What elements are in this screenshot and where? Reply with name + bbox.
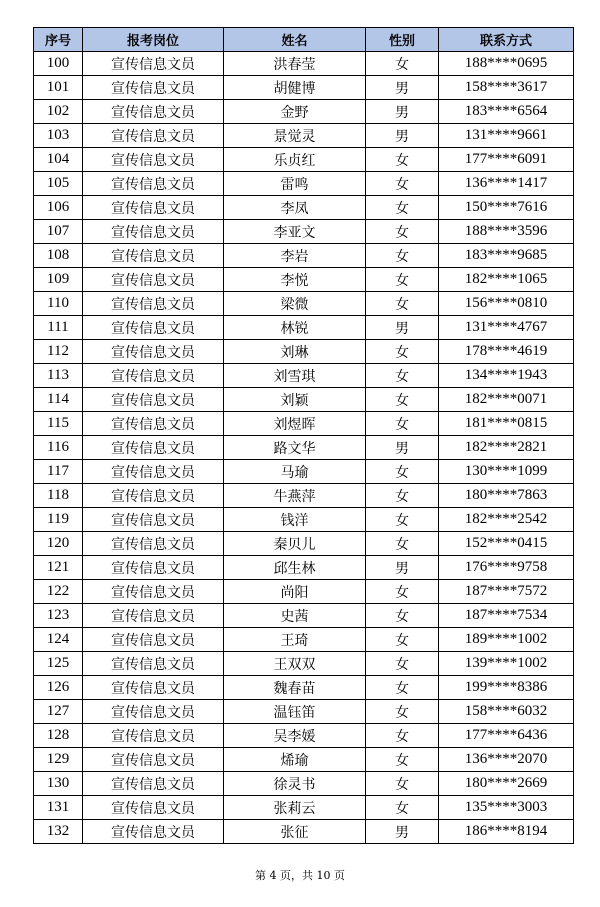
contact-cell: 134****1943 [439,364,574,388]
table-row [34,532,574,556]
table-row [34,220,574,244]
name-cell: 张征 [224,820,366,844]
name-cell: 林锐 [224,316,366,340]
gender-cell: 女 [366,388,439,412]
name-cell: 王双双 [224,652,366,676]
position-cell: 宣传信息文员 [83,724,224,748]
table-row [34,172,574,196]
serial-cell: 115 [34,412,83,436]
gender-cell: 男 [366,124,439,148]
serial-cell: 120 [34,532,83,556]
name-cell: 魏春苗 [224,676,366,700]
table-row [34,340,574,364]
contact-cell: 158****6032 [439,700,574,724]
serial-cell: 108 [34,244,83,268]
gender-cell: 男 [366,316,439,340]
gender-cell: 女 [366,532,439,556]
serial-cell: 101 [34,76,83,100]
gender-cell: 女 [366,748,439,772]
gender-cell: 女 [366,484,439,508]
name-cell: 秦贝儿 [224,532,366,556]
contact-cell: 130****1099 [439,460,574,484]
contact-cell: 187****7572 [439,580,574,604]
table-row [34,364,574,388]
gender-cell: 女 [366,340,439,364]
contact-cell: 176****9758 [439,556,574,580]
serial-cell: 121 [34,556,83,580]
table-row [34,820,574,844]
gender-cell: 女 [366,412,439,436]
serial-cell: 124 [34,628,83,652]
gender-cell: 女 [366,172,439,196]
serial-cell: 114 [34,388,83,412]
contact-cell: 139****1002 [439,652,574,676]
gender-cell: 女 [366,604,439,628]
gender-cell: 女 [366,724,439,748]
contact-cell: 186****8194 [439,820,574,844]
table-row [34,52,574,76]
table-row [34,724,574,748]
table-row [34,148,574,172]
table-row [34,292,574,316]
position-cell: 宣传信息文员 [83,244,224,268]
table-row [34,412,574,436]
table-row [34,628,574,652]
serial-cell: 118 [34,484,83,508]
table-row [34,244,574,268]
contact-cell: 178****4619 [439,340,574,364]
contact-cell: 182****2542 [439,508,574,532]
position-cell: 宣传信息文员 [83,412,224,436]
name-cell: 刘煜晖 [224,412,366,436]
serial-cell: 112 [34,340,83,364]
name-cell: 钱洋 [224,508,366,532]
position-cell: 宣传信息文员 [83,316,224,340]
gender-cell: 男 [366,820,439,844]
contact-cell: 189****1002 [439,628,574,652]
name-cell: 李悦 [224,268,366,292]
gender-cell: 女 [366,796,439,820]
gender-cell: 女 [366,148,439,172]
gender-cell: 女 [366,268,439,292]
gender-cell: 女 [366,508,439,532]
position-cell: 宣传信息文员 [83,532,224,556]
gender-cell: 女 [366,364,439,388]
position-cell: 宣传信息文员 [83,700,224,724]
gender-cell: 女 [366,580,439,604]
name-cell: 牛燕萍 [224,484,366,508]
name-cell: 景觉灵 [224,124,366,148]
serial-cell: 122 [34,580,83,604]
name-cell: 梁微 [224,292,366,316]
position-cell: 宣传信息文员 [83,580,224,604]
gender-cell: 男 [366,100,439,124]
contact-cell: 183****6564 [439,100,574,124]
position-cell: 宣传信息文员 [83,748,224,772]
header-contact: 联系方式 [439,28,574,52]
position-cell: 宣传信息文员 [83,268,224,292]
serial-cell: 116 [34,436,83,460]
contact-cell: 187****7534 [439,604,574,628]
serial-cell: 129 [34,748,83,772]
contact-cell: 177****6436 [439,724,574,748]
gender-cell: 女 [366,292,439,316]
position-cell: 宣传信息文员 [83,604,224,628]
table-row [34,484,574,508]
position-cell: 宣传信息文员 [83,52,224,76]
serial-cell: 123 [34,604,83,628]
name-cell: 吴李媛 [224,724,366,748]
gender-cell: 女 [366,244,439,268]
serial-cell: 110 [34,292,83,316]
table-row [34,772,574,796]
gender-cell: 女 [366,652,439,676]
position-cell: 宣传信息文员 [83,148,224,172]
gender-cell: 男 [366,76,439,100]
contact-cell: 180****2669 [439,772,574,796]
position-cell: 宣传信息文员 [83,364,224,388]
contact-cell: 158****3617 [439,76,574,100]
name-cell: 马瑜 [224,460,366,484]
contact-cell: 152****0415 [439,532,574,556]
name-cell: 尚阳 [224,580,366,604]
name-cell: 洪春莹 [224,52,366,76]
contact-cell: 183****9685 [439,244,574,268]
name-cell: 李凤 [224,196,366,220]
serial-cell: 127 [34,700,83,724]
name-cell: 李亚文 [224,220,366,244]
contact-cell: 177****6091 [439,148,574,172]
name-cell: 刘颖 [224,388,366,412]
name-cell: 雷鸣 [224,172,366,196]
gender-cell: 女 [366,220,439,244]
name-cell: 李岩 [224,244,366,268]
gender-cell: 男 [366,556,439,580]
contact-cell: 182****1065 [439,268,574,292]
contact-cell: 156****0810 [439,292,574,316]
table-row [34,748,574,772]
serial-cell: 104 [34,148,83,172]
table-row [34,436,574,460]
table-row [34,580,574,604]
name-cell: 张莉云 [224,796,366,820]
table-row [34,268,574,292]
serial-cell: 106 [34,196,83,220]
header-position: 报考岗位 [83,28,224,52]
contact-cell: 181****0815 [439,412,574,436]
serial-cell: 131 [34,796,83,820]
serial-cell: 128 [34,724,83,748]
position-cell: 宣传信息文员 [83,652,224,676]
gender-cell: 女 [366,460,439,484]
position-cell: 宣传信息文员 [83,76,224,100]
serial-cell: 103 [34,124,83,148]
contact-cell: 136****1417 [439,172,574,196]
serial-cell: 117 [34,460,83,484]
name-cell: 刘雪琪 [224,364,366,388]
header-name: 姓名 [224,28,366,52]
contact-cell: 182****2821 [439,436,574,460]
name-cell: 徐灵书 [224,772,366,796]
position-cell: 宣传信息文员 [83,220,224,244]
table-row [34,124,574,148]
position-cell: 宣传信息文员 [83,796,224,820]
contact-cell: 136****2070 [439,748,574,772]
table-row [34,316,574,340]
contact-cell: 199****8386 [439,676,574,700]
serial-cell: 100 [34,52,83,76]
table-row [34,676,574,700]
position-cell: 宣传信息文员 [83,100,224,124]
name-cell: 温钰笛 [224,700,366,724]
name-cell: 邱生林 [224,556,366,580]
header-row [34,28,574,52]
position-cell: 宣传信息文员 [83,508,224,532]
position-cell: 宣传信息文员 [83,628,224,652]
table-row [34,508,574,532]
position-cell: 宣传信息文员 [83,820,224,844]
name-cell: 胡健博 [224,76,366,100]
serial-cell: 132 [34,820,83,844]
position-cell: 宣传信息文员 [83,196,224,220]
name-cell: 金野 [224,100,366,124]
applicant-table [33,27,574,844]
table-row [34,652,574,676]
position-cell: 宣传信息文员 [83,556,224,580]
table-row [34,556,574,580]
table-row [34,796,574,820]
page-footer: 第 4 页，共 10 页 [255,869,345,882]
position-cell: 宣传信息文员 [83,436,224,460]
serial-cell: 107 [34,220,83,244]
name-cell: 王琦 [224,628,366,652]
serial-cell: 130 [34,772,83,796]
table-row [34,100,574,124]
contact-cell: 131****9661 [439,124,574,148]
table-row [34,76,574,100]
table-row [34,604,574,628]
position-cell: 宣传信息文员 [83,460,224,484]
serial-cell: 126 [34,676,83,700]
position-cell: 宣传信息文员 [83,388,224,412]
name-cell: 烯瑜 [224,748,366,772]
position-cell: 宣传信息文员 [83,124,224,148]
table-row [34,460,574,484]
position-cell: 宣传信息文员 [83,340,224,364]
position-cell: 宣传信息文员 [83,172,224,196]
header-gender: 性别 [366,28,439,52]
table-row [34,700,574,724]
position-cell: 宣传信息文员 [83,484,224,508]
gender-cell: 女 [366,196,439,220]
gender-cell: 女 [366,772,439,796]
contact-cell: 180****7863 [439,484,574,508]
position-cell: 宣传信息文员 [83,772,224,796]
gender-cell: 女 [366,628,439,652]
gender-cell: 女 [366,676,439,700]
serial-cell: 111 [34,316,83,340]
gender-cell: 女 [366,52,439,76]
contact-cell: 135****3003 [439,796,574,820]
name-cell: 刘琳 [224,340,366,364]
serial-cell: 105 [34,172,83,196]
table-row [34,388,574,412]
contact-cell: 131****4767 [439,316,574,340]
position-cell: 宣传信息文员 [83,292,224,316]
gender-cell: 男 [366,436,439,460]
serial-cell: 119 [34,508,83,532]
name-cell: 史茜 [224,604,366,628]
contact-cell: 188****3596 [439,220,574,244]
name-cell: 乐贞红 [224,148,366,172]
header-serial: 序号 [34,28,83,52]
contact-cell: 188****0695 [439,52,574,76]
serial-cell: 113 [34,364,83,388]
table-row [34,196,574,220]
name-cell: 路文华 [224,436,366,460]
serial-cell: 109 [34,268,83,292]
contact-cell: 182****0071 [439,388,574,412]
contact-cell: 150****7616 [439,196,574,220]
serial-cell: 102 [34,100,83,124]
gender-cell: 女 [366,700,439,724]
serial-cell: 125 [34,652,83,676]
position-cell: 宣传信息文员 [83,676,224,700]
